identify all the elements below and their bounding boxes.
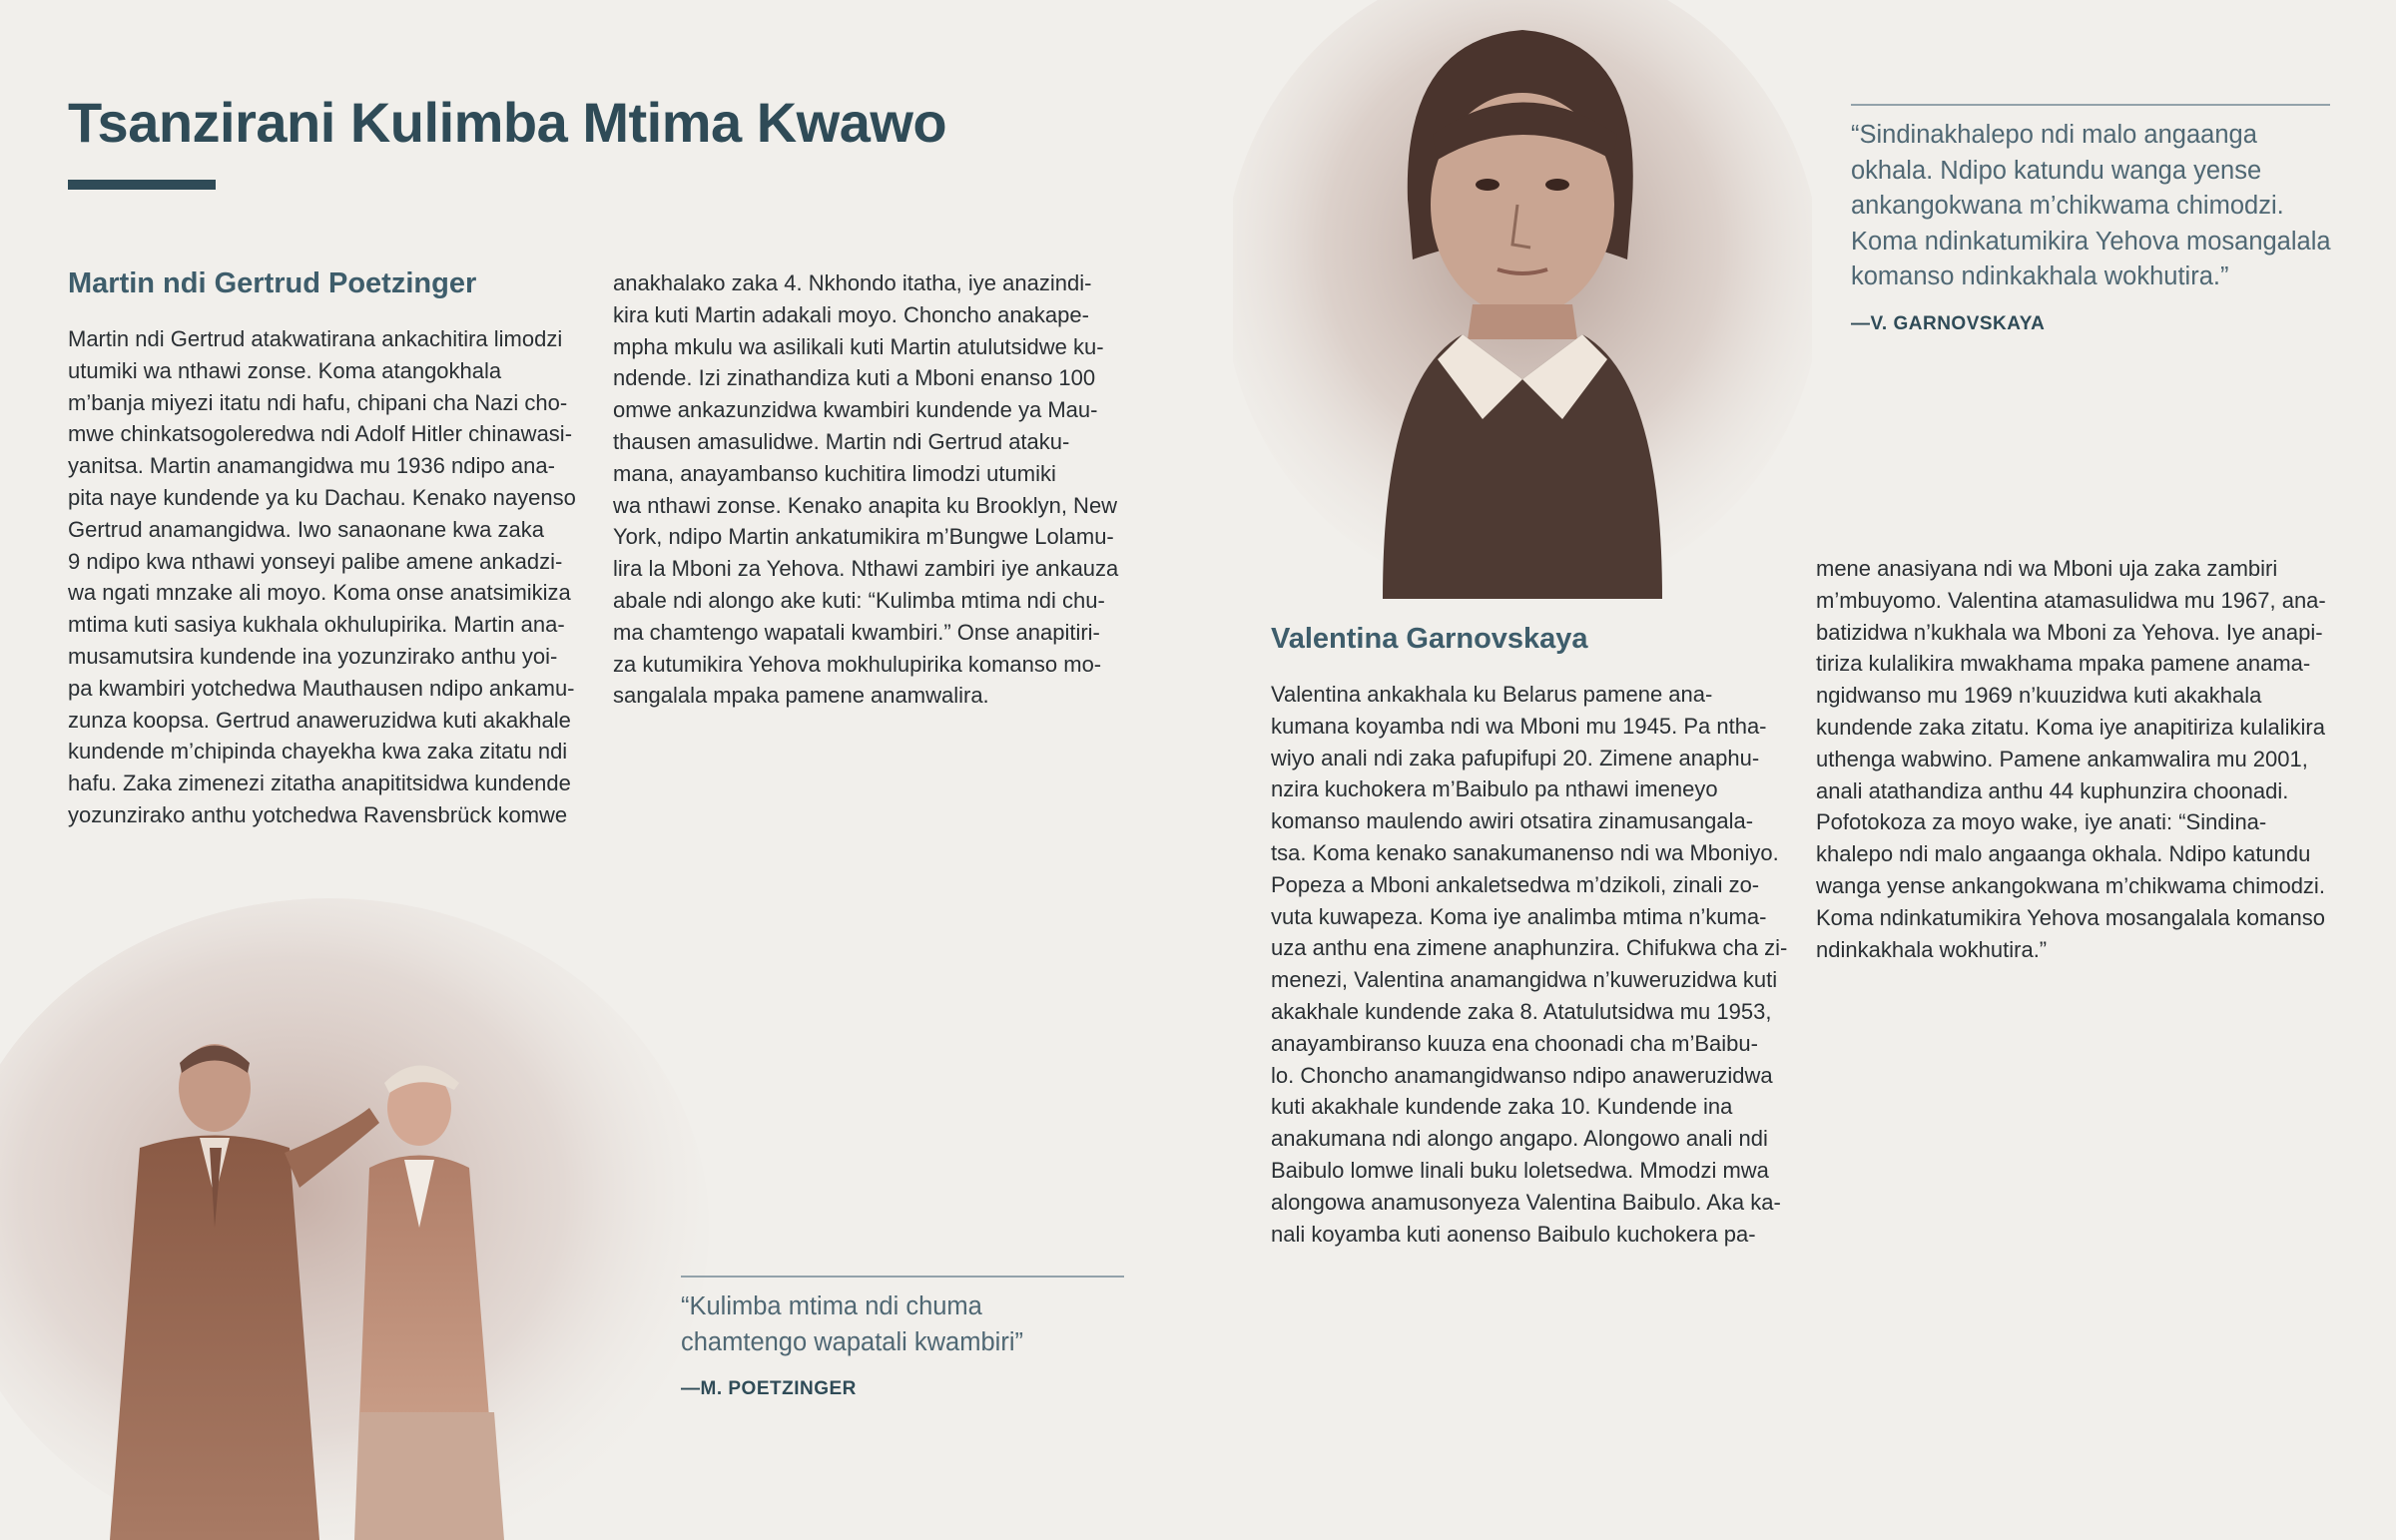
- text-line: Popeza a Mboni ankaletsedwa m’dzikoli, zinali zo-: [1271, 871, 1760, 897]
- text-line: batizidwa n’kukhala wa Mboni za Yehova. Iye anapi-: [1816, 619, 2323, 645]
- text-line: hafu. Zaka zimenezi zitatha anapititsidwa kundende: [68, 770, 571, 796]
- text-line: komanso maulendo awiri otsatira zinamusangala-: [1271, 808, 1754, 834]
- quote-line: “Sindinakhalepo ndi malo angaanga: [1851, 121, 2257, 149]
- text-line: alongowa anamusonyeza Valentina Baibulo. Aka ka-: [1271, 1189, 1781, 1215]
- text-line: anali atathandiza anthu 44 kuphunzira choonadi.: [1816, 777, 2289, 803]
- text-line: Baibulo lomwe linali buku loletsedwa. Mmodzi mwa: [1271, 1157, 1769, 1183]
- text-line: tsa. Koma kenako sanakumanenso ndi wa Mboniyo.: [1271, 839, 1779, 865]
- text-line: yanitsa. Martin anamangidwa mu 1936 ndipo ana-: [68, 453, 555, 479]
- garnovskaya-text-column-1: [1271, 679, 1787, 1250]
- text-line: thausen amasulidwe. Martin ndi Gertrud ataku-: [613, 428, 1070, 454]
- text-line: tiriza kulalikira mwakhama mpaka pamene anama-: [1816, 651, 2311, 677]
- quote-line: ankangokwana m’chikwama chimodzi.: [1851, 192, 2284, 220]
- text-line: Koma ndinkatumikira Yehova mosangalala komanso: [1816, 904, 2325, 930]
- text-line: ndinkakhala wokhutira.”: [1816, 936, 2048, 962]
- quote-text: [681, 1289, 1124, 1360]
- text-line: anakumana ndi alongo angapo. Alongowo anali ndi: [1271, 1126, 1768, 1152]
- text-line: Martin ndi Gertrud atakwatirana ankachitira limodzi: [68, 326, 563, 351]
- text-line: kumana koyamba ndi wa Mboni mu 1945. Pa ntha-: [1271, 713, 1767, 739]
- text-line: wiyo anali ndi zaka pafupifupi 20. Zimene anaphu-: [1271, 745, 1760, 770]
- text-line: akakhale kundende zaka 8. Atatulutsidwa mu 1953,: [1271, 998, 1772, 1024]
- quote-attribution: —M. POETZINGER: [681, 1378, 857, 1399]
- text-line: uza anthu ena zimene anaphunzira. Chifukwa cha zi-: [1271, 935, 1788, 961]
- text-line: wa nthawi zonse. Kenako anapita ku Brooklyn, New: [613, 492, 1118, 518]
- quote-text: [1851, 118, 2330, 295]
- text-line: nali koyamba kuti aonenso Baibulo kuchokera pa-: [1271, 1221, 1756, 1247]
- page-title: Tsanzirani Kulimba Mtima Kwawo: [68, 91, 947, 154]
- text-line: 9 ndipo kwa nthawi yonseyi palibe amene ankadzi-: [68, 548, 563, 574]
- text-line: khalepo ndi malo angaanga okhala. Ndipo katundu: [1816, 841, 2311, 867]
- text-line: Gertrud anamangidwa. Iwo sanaonane kwa zaka: [68, 516, 544, 542]
- text-line: nzira kuchokera m’Baibulo pa nthawi imeneyo: [1271, 776, 1718, 802]
- text-line: kundende m’chipinda chayekha kwa zaka zitatu ndi: [68, 739, 568, 765]
- text-line: anakhalako zaka 4. Nkhondo itatha, iye anazindi-: [613, 270, 1092, 295]
- text-line: Pofotokoza za moyo wake, iye anati: “Sindina-: [1816, 809, 2267, 835]
- text-line: m’banja miyezi itatu ndi hafu, chipani cha Nazi cho-: [68, 389, 568, 415]
- text-line: vuta kuwapeza. Koma iye analimba mtima n’kuma-: [1271, 903, 1767, 929]
- poetzinger-couple-photo: [0, 898, 719, 1540]
- text-line: ndende. Izi zinathandiza kuti a Mboni enanso 100: [613, 365, 1096, 391]
- text-line: uthenga wabwino. Pamene ankamwalira mu 2001,: [1816, 746, 2308, 771]
- section-heading-garnovskaya: Valentina Garnovskaya: [1271, 623, 1588, 655]
- poetzinger-text-column-2: [613, 267, 1118, 712]
- text-line: mpha mkulu wa asilikali kuti Martin atulutsidwe ku-: [613, 333, 1104, 359]
- text-line: m’mbuyomo. Valentina atamasulidwa mu 1967, ana-: [1816, 587, 2326, 613]
- garnovskaya-text-column-2: [1816, 553, 2326, 965]
- text-line: mana, anayambanso kuchitira limodzi utumiki: [613, 460, 1056, 486]
- text-line: musamutsira kundende ina yozunzirako anthu yoi-: [68, 643, 558, 669]
- text-line: menezi, Valentina anamangidwa n’kuweruzidwa kuti: [1271, 967, 1778, 993]
- text-line: sangalala mpaka pamene anamwalira.: [613, 683, 989, 709]
- text-line: kundende zaka zitatu. Koma iye anapitiriza kulalikira: [1816, 714, 2325, 740]
- poetzinger-text-column-1: [68, 323, 576, 831]
- quote-line: chamtengo wapatali kwambiri”: [681, 1327, 1023, 1356]
- garnovskaya-portrait-photo: [1233, 0, 1812, 599]
- text-line: mene anasiyana ndi wa Mboni uja zaka zambiri: [1816, 556, 2278, 581]
- section-heading-poetzinger: Martin ndi Gertrud Poetzinger: [68, 267, 477, 299]
- text-line: ngidwanso mu 1969 n’kuuzidwa kuti akakhala: [1816, 683, 2262, 709]
- title-underline: [68, 180, 216, 190]
- text-line: mtima kuti sasiya kukhala okhulupirika. Martin ana-: [68, 612, 565, 638]
- text-line: kira kuti Martin adakali moyo. Choncho anakape-: [613, 301, 1089, 327]
- text-line: mwe chinkatsogoleredwa ndi Adolf Hitler chinawasi-: [68, 421, 573, 447]
- text-line: York, ndipo Martin ankatumikira m’Bungwe Lolamu-: [613, 524, 1114, 550]
- text-line: zunza koopsa. Gertrud anaweruzidwa kuti akakhale: [68, 707, 571, 733]
- quote-attribution: —V. GARNOVSKAYA: [1851, 312, 2046, 334]
- quote-line: komanso ndinkakhala wokhutira.”: [1851, 262, 2229, 290]
- text-line: wa ngati mnzake ali moyo. Koma onse anatsimikiza: [68, 580, 571, 606]
- text-line: za kutumikira Yehova mokhulupirika komanso mo-: [613, 651, 1102, 677]
- text-line: utumiki wa nthawi zonse. Koma atangokhala: [68, 357, 502, 383]
- text-line: ma chamtengo wapatali kwambiri.” Onse anapitiri-: [613, 619, 1100, 645]
- quote-line: “Kulimba mtima ndi chuma: [681, 1292, 982, 1320]
- text-line: pita naye kundende ya ku Dachau. Kenako nayenso: [68, 484, 576, 510]
- text-line: kuti akakhale kundende zaka 10. Kundende ina: [1271, 1094, 1733, 1120]
- text-line: omwe ankazunzidwa kwambiri kundende ya Mau-: [613, 397, 1098, 423]
- text-line: yozunzirako anthu yotchedwa Ravensbrück komwe: [68, 801, 568, 827]
- text-line: abale ndi alongo ake kuti: “Kulimba mtima ndi chu-: [613, 587, 1105, 613]
- poetzinger-pull-quote: [681, 1276, 1124, 1400]
- quote-line: Koma ndinkatumikira Yehova mosangalala: [1851, 227, 2331, 256]
- text-line: lira la Mboni za Yehova. Nthawi zambiri iye ankauza: [613, 556, 1119, 582]
- quote-line: okhala. Ndipo katundu wanga yense: [1851, 156, 2262, 185]
- text-line: pa kwambiri yotchedwa Mauthausen ndipo ankamu-: [68, 675, 575, 701]
- text-line: Valentina ankakhala ku Belarus pamene ana-: [1271, 682, 1713, 707]
- garnovskaya-pull-quote: [1851, 104, 2330, 335]
- text-line: wanga yense ankangokwana m’chikwama chimodzi.: [1816, 872, 2325, 898]
- text-line: anayambiranso kuuza ena choonadi cha m’Baibu-: [1271, 1030, 1758, 1056]
- text-line: lo. Choncho anamangidwanso ndipo anaweruzidwa: [1271, 1062, 1773, 1088]
